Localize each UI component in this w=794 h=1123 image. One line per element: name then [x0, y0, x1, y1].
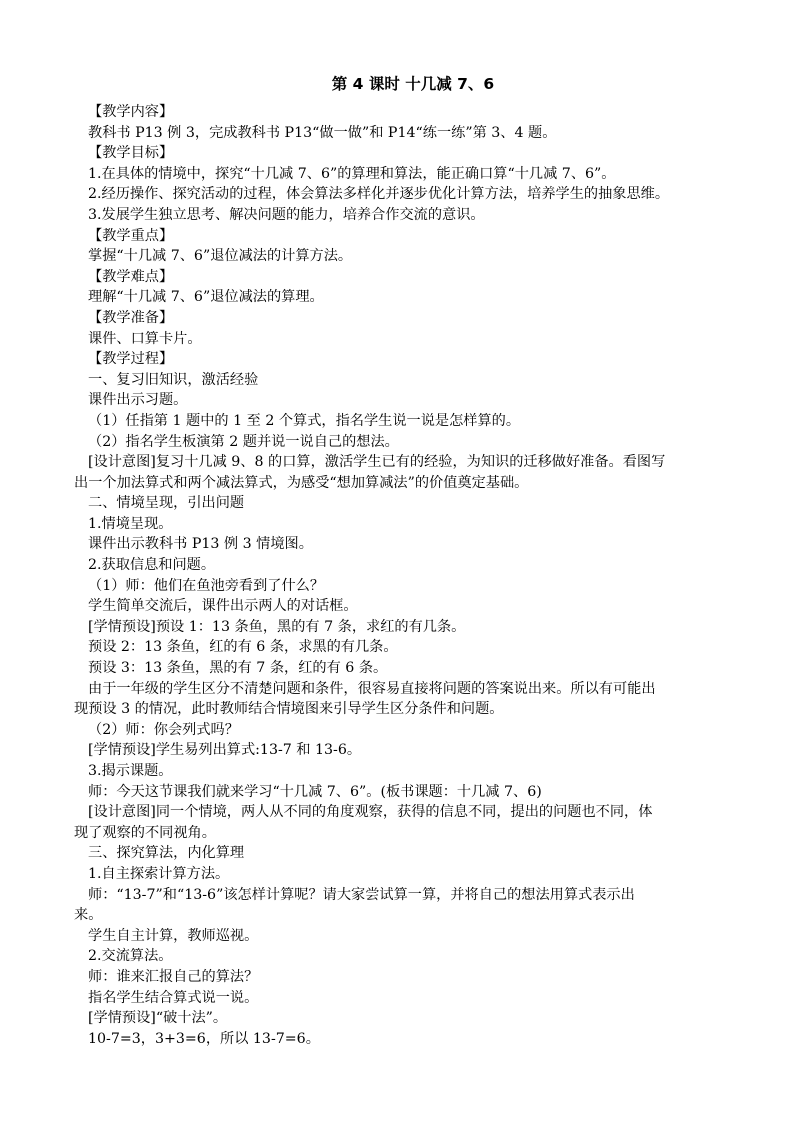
text-line: 【教学重点】: [88, 227, 174, 244]
text-line: 1.在具体的情境中，探究“十几减 7、6”的算理和算法，能正确口算“十几减 7、6”。: [88, 165, 616, 182]
text-line: 【教学过程】: [88, 351, 174, 368]
text-line: 一、复习旧知识，激活经验: [88, 371, 259, 388]
text-line: 2.交流算法。: [88, 948, 173, 965]
text-line: 出一个加法算式和两个减法算式，为感受“想加算减法”的价值奠定基础。: [74, 474, 529, 491]
text-line: [设计意图]复习十几减 9、8 的口算，激活学生已有的经验，为知识的迁移做好准备。看图写: [88, 454, 666, 471]
text-line: 教科书 P13 例 3，完成教科书 P13“做一做”和 P14“练一练”第 3、4 题。: [88, 124, 557, 141]
text-line: 课件出示习题。: [88, 392, 188, 409]
text-line: [学情预设]“破十法”。: [88, 1010, 228, 1027]
text-line: 10-7=3，3+3=6，所以 13-7=6。: [88, 1030, 320, 1047]
text-line: 【教学准备】: [88, 309, 174, 326]
text-line: 现预设 3 的情况，此时教师结合情境图来引导学生区分条件和问题。: [74, 701, 504, 718]
text-line: 预设 3：13 条鱼，黑的有 7 条，红的有 6 条。: [88, 660, 388, 677]
text-line: （2）指名学生板演第 2 题并说一说自己的想法。: [88, 433, 399, 450]
document-body: [74, 102, 738, 1049]
text-line: （1）任指第 1 题中的 1 至 2 个算式，指名学生说一说是怎样算的。: [88, 412, 521, 429]
text-line: 现了观察的不同视角。: [74, 824, 216, 841]
text-line: 师：今天这节课我们就来学习“十几减 7、6”。(板书课题：十几减 7、6): [88, 783, 542, 800]
text-line: 【教学内容】: [88, 104, 174, 120]
text-line: 2.获取信息和问题。: [88, 557, 216, 574]
text-line: 3.发展学生独立思考、解决问题的能力，培养合作交流的意识。: [88, 206, 485, 223]
text-line: 师：“13-7”和“13-6”该怎样计算呢？请大家尝试算一算，并将自己的想法用算式表示出: [88, 886, 635, 903]
page-title: 第 4 课时 十几减 7、6: [331, 75, 495, 93]
text-line: [设计意图]同一个情境，两人从不同的角度观察，获得的信息不同，提出的问题也不同，体: [88, 804, 653, 821]
text-line: 【教学难点】: [88, 268, 174, 285]
text-line: [学情预设]学生易列出算式:13-7 和 13-6。: [88, 742, 362, 759]
text-line: 学生自主计算，教师巡视。: [88, 927, 259, 944]
text-line: [学情预设]预设 1：13 条鱼，黑的有 7 条，求红的有几条。: [88, 618, 466, 635]
text-line: 【教学目标】: [88, 145, 174, 162]
text-line: 三、探究算法，内化算理: [88, 845, 245, 862]
text-line: 课件出示教科书 P13 例 3 情境图。: [88, 536, 313, 553]
text-line: 3.揭示课题。: [88, 763, 173, 779]
text-line: 1.情境呈现。: [88, 515, 173, 532]
text-line: 来。: [74, 907, 103, 924]
text-line: 2.经历操作、探究活动的过程，体会算法多样化并逐步优化计算方法，培养学生的抽象思维。: [88, 186, 670, 203]
text-line: 掌握“十几减 7、6”退位减法的计算方法。: [88, 248, 353, 265]
document-page: [74, 72, 738, 1049]
text-line: 理解“十几减 7、6”退位减法的算理。: [88, 289, 324, 306]
text-line: 师：谁来汇报自己的算法？: [88, 968, 259, 985]
text-line: 课件、口算卡片。: [88, 330, 202, 347]
text-line: 指名学生结合算式说一说。: [88, 989, 259, 1006]
text-line: （2）师：你会列式吗？: [88, 721, 239, 738]
text-line: 1.自主探索计算方法。: [88, 865, 230, 882]
text-line: 学生简单交流后，课件出示两人的对话框。: [88, 598, 358, 615]
text-line: 由于一年级的学生区分不清楚问题和条件，很容易直接将问题的答案说出来。所以有可能出: [88, 680, 656, 697]
text-line: （1）师：他们在鱼池旁看到了什么？: [88, 577, 325, 594]
text-line: 预设 2：13 条鱼，红的有 6 条，求黑的有几条。: [88, 639, 398, 656]
text-line: 二、情境呈现，引出问题: [88, 495, 245, 512]
